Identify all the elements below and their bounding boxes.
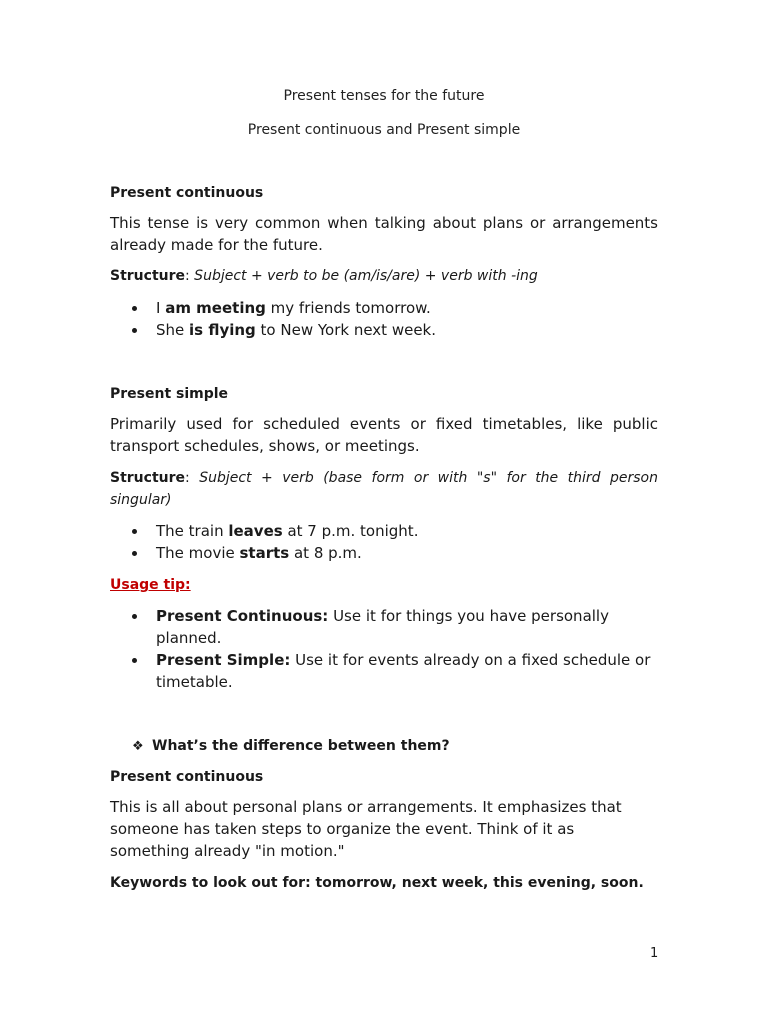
section-heading-present-simple: Present simple [110, 386, 229, 402]
usage-text: Use it for things you have personally planned. [156, 607, 609, 647]
difference-description: This is all about personal plans or arrangements. It emphasizes that someone has taken steps to organize the event. Think of it as something already "in motion." [110, 798, 622, 860]
list-item [110, 319, 658, 341]
usage-tip-list [110, 605, 658, 693]
bullet-icon [132, 529, 137, 534]
example-text: The train [156, 522, 229, 540]
example-text: at 8 p.m. [289, 544, 362, 562]
document-subtitle: Present continuous and Present simple [247, 122, 521, 138]
structure-formula: Subject + verb (base form or with "s" for the third person singular) [110, 470, 658, 508]
structure-label: Structure [110, 268, 186, 284]
difference-question-text: What’s the difference between them? [152, 738, 450, 754]
example-text: my friends tomorrow. [265, 299, 431, 317]
keywords-line: Keywords to look out for: tomorrow, next week, this evening, soon. [110, 875, 644, 891]
structure-label: Structure [110, 470, 186, 486]
usage-term: Present Continuous: [156, 607, 329, 625]
example-verb: starts [239, 544, 290, 562]
list-item [110, 605, 658, 649]
diamond-bullet-icon: ❖ [132, 739, 144, 754]
section-heading-present-continuous: Present continuous [110, 185, 264, 201]
bullet-icon [132, 306, 137, 311]
example-text: The movie [156, 544, 240, 562]
example-text: She [156, 321, 190, 339]
bullet-icon [132, 614, 137, 619]
structure-formula: Subject + verb to be (am/is/are) + verb with -ing [189, 268, 538, 284]
present-simple-description: Primarily used for scheduled events or fixed timetables, like public transport schedules, shows, or meetings. [110, 415, 658, 455]
usage-text: Use it for events already on a fixed schedule or timetable. [156, 651, 651, 691]
example-text: I [156, 299, 166, 317]
example-verb: leaves [228, 522, 283, 540]
structure-colon: : [185, 470, 190, 486]
usage-tip-heading: Usage tip: [110, 577, 191, 593]
list-item [110, 297, 658, 319]
page-number: 1 [650, 946, 659, 961]
list-item [110, 542, 658, 564]
present-continuous-description: This tense is very common when talking about plans or arrangements already made for the future. [110, 214, 658, 254]
present-continuous-structure [110, 265, 658, 287]
usage-term: Present Simple: [156, 651, 291, 669]
example-text: to New York next week. [255, 321, 437, 339]
example-text: at 7 p.m. tonight. [282, 522, 419, 540]
bullet-icon [132, 328, 137, 333]
difference-question [132, 735, 658, 758]
present-continuous-examples [110, 297, 658, 341]
example-verb: is flying [189, 321, 256, 339]
structure-colon: : [185, 268, 190, 284]
section-heading-difference-continuous: Present continuous [110, 769, 264, 785]
list-item [110, 649, 658, 693]
present-simple-structure [110, 467, 658, 511]
bullet-icon [132, 658, 137, 663]
example-verb: am meeting [165, 299, 266, 317]
document-title: Present tenses for the future [283, 88, 485, 104]
bullet-icon [132, 551, 137, 556]
list-item [110, 520, 658, 542]
present-simple-examples [110, 520, 658, 564]
